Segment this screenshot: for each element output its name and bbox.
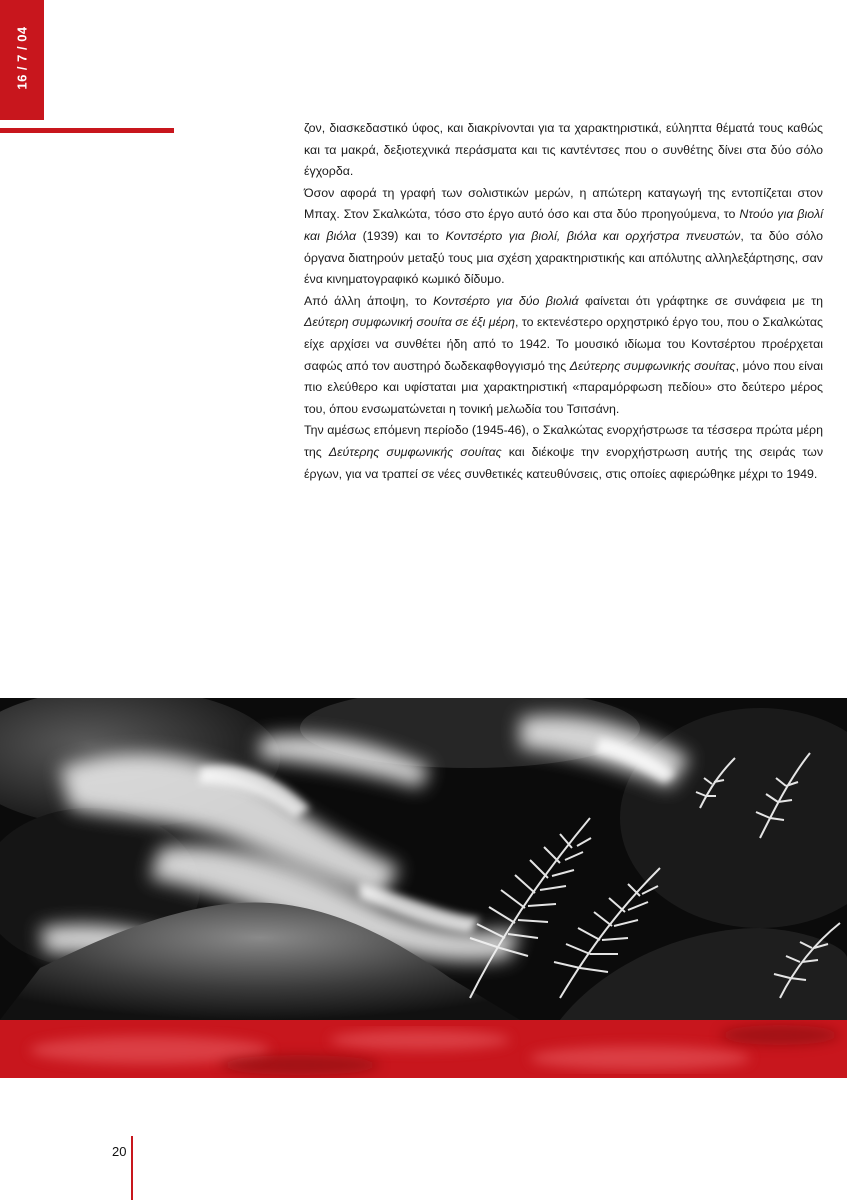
article-paragraph — [304, 118, 823, 183]
text-run: Όσον αφορά τη γραφή των σολιστικών μερών, η απώτερη καταγωγή της εντοπίζεται στον Μπαχ. Στον Σκαλκώτα, τόσο στο έργο αυτό όσο και στα δύο προηγούμενα, το — [304, 185, 823, 222]
text-run: , τα δύο σόλο όργανα διατηρούν μεταξύ τους μια σχέση χαρακτηριστικής και απόλυτης αλληλεξάρτησης, σαν ένα κινηματογραφικό κωμικό δίδυμο. — [304, 228, 823, 287]
italic-title: Κοντσέρτο για βιολί, βιόλα και ορχήστρα πνευστών — [445, 228, 741, 243]
text-run: , το εκτενέστερο ορχηστρικό έργο του, που ο Σκαλκώτας είχε αρχίσει να συνθέτει ήδη από το 1942. Το μουσικό ιδίωμα του Κοντσέρτου προέρχεται σαφώς από τον αυστηρό δωδεκαφθογγισμό της — [304, 315, 823, 373]
text-run: Την αμέσως επόμενη περίοδο (1945-46), ο Σκαλκώτας ενορχήστρωσε τα τέσσερα πρώτα μέρη της — [304, 423, 823, 459]
article-paragraph — [304, 420, 823, 485]
text-run: ζον, διασκεδαστικό ύφος, και διακρίνονται για τα χαρακτηριστικά, εύληπτα θέματά τους καθώς και τα μακρά, δεξιοτεχνικά περάσματα και τις καντέντσες που ο συνθέτης δίνει στα δύο σόλο έγχορδα. — [304, 121, 823, 179]
italic-title: Δεύτερης συμφωνικής σουίτας — [328, 444, 502, 459]
header-red-rule — [0, 128, 174, 133]
text-run: και διέκοψε την ενορχήστρωση αυτής της σειράς των έργων, για να τραπεί σε νέες συνθετικές κατευθύνσεις, στις οποίες αφιερώθηκε μέχρι το 1949. — [304, 444, 824, 481]
stream-photograph — [0, 698, 847, 1020]
text-run: φαίνεται ότι γράφτηκε σε συνάφεια με τη — [578, 293, 824, 308]
article-paragraph — [304, 183, 823, 291]
article-body — [304, 118, 823, 485]
italic-title: Ντούο για βιολί και βιόλα — [304, 207, 824, 243]
text-run: Από άλλη άποψη, το — [304, 293, 434, 308]
page-number-rule — [131, 1136, 133, 1200]
italic-title: Κοντσέρτο για δύο βιολιά — [433, 293, 579, 308]
issue-date: 16 / 7 / 04 — [14, 26, 30, 90]
date-tab — [0, 0, 44, 120]
page-number: 20 — [112, 1144, 127, 1159]
text-run: , μόνο που είναι πιο ελεύθερο και υφίσταται μια χαρακτηριστική «παραμόρφωση πεδίου» στο δεύτερο μέρος του, όπου ενσωματώνεται η τονική μελωδία του Τσιτσάνη. — [304, 358, 823, 416]
article-paragraph — [304, 291, 823, 421]
text-run: (1939) και το — [356, 228, 446, 243]
red-band — [0, 1020, 847, 1078]
italic-title: Δεύτερης συμφωνικής σουίτας — [569, 358, 736, 373]
italic-title: Δεύτερη συμφωνική σουίτα σε έξι μέρη — [304, 315, 516, 330]
